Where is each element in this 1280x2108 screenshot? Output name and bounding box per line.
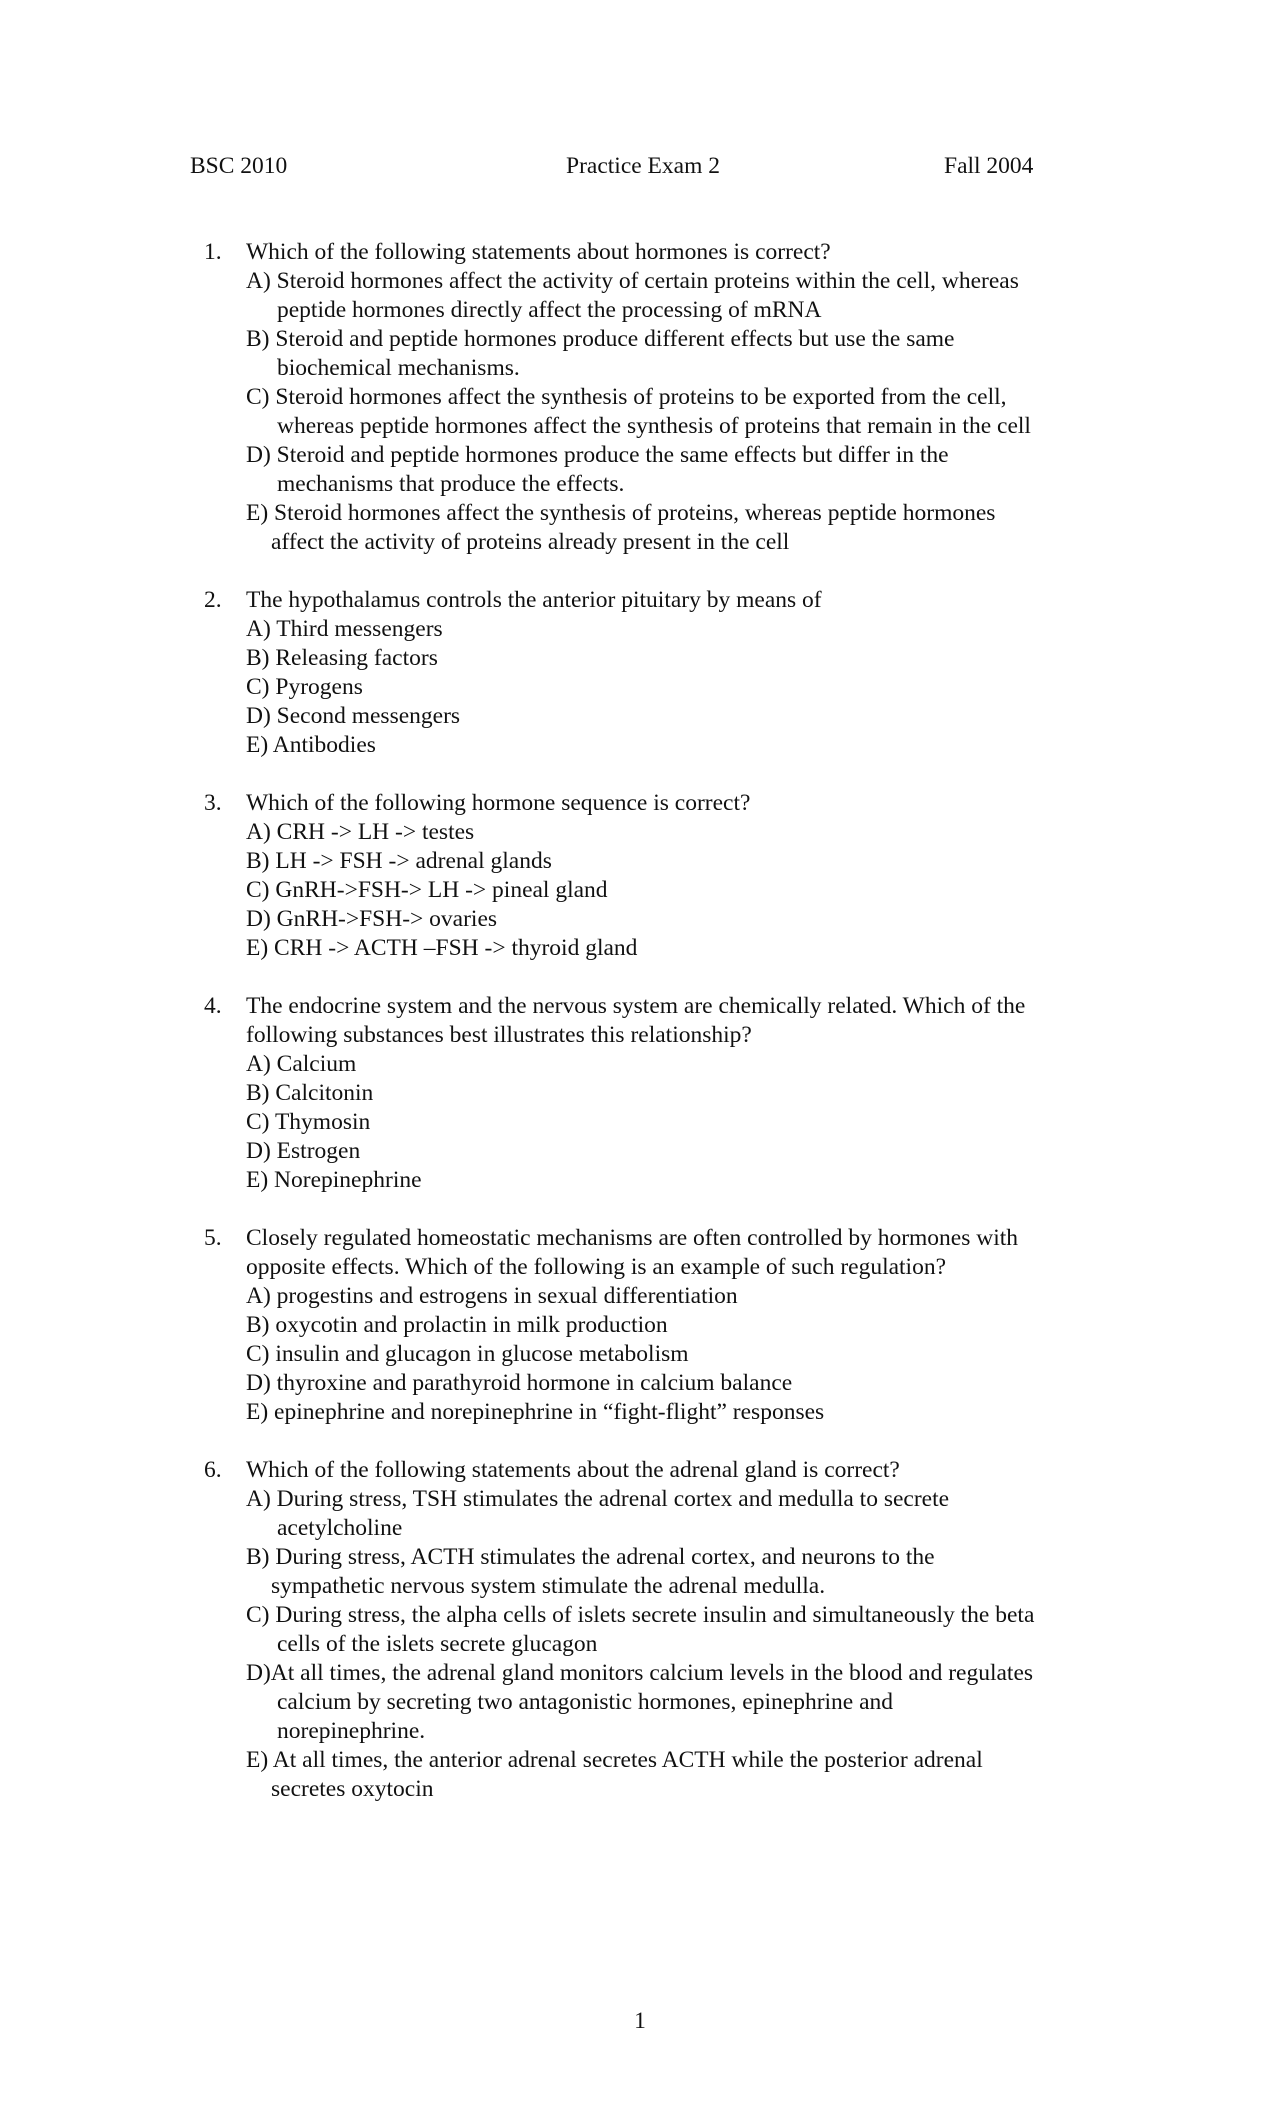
answer-choice [246,267,1124,325]
question-text-line: Which of the following hormone sequence is correct? [246,790,751,816]
answer-choice-line: B) oxycotin and prolactin in milk production [246,1312,668,1338]
answer-choice [246,1340,1124,1369]
answer-choice [246,1398,1124,1427]
answer-choice [246,673,1124,702]
answer-choice-line: A) progestins and estrogens in sexual differentiation [246,1283,738,1309]
answer-choice-line: B) During stress, ACTH stimulates the adrenal cortex, and neurons to the [246,1544,935,1570]
question-text-line: The hypothalamus controls the anterior pituitary by means of [246,587,822,613]
answer-choice-line: C) GnRH->FSH-> LH -> pineal gland [246,877,608,903]
course-code: BSC 2010 [190,153,288,179]
answer-choice [246,1601,1124,1659]
answer-choice-line: cells of the islets secrete glucagon [277,1631,598,1657]
answer-choice-line: C) Steroid hormones affect the synthesis of proteins to be exported from the cell, [246,384,1007,410]
exam-title: Practice Exam 2 [566,153,720,179]
answer-choice-line: E) Norepinephrine [246,1167,422,1193]
answer-choice-line: C) Thymosin [246,1109,371,1135]
answer-choice-line: A) Calcium [246,1051,357,1077]
answer-choice-line: sympathetic nervous system stimulate the adrenal medulla. [271,1573,826,1599]
answer-choice-line: A) During stress, TSH stimulates the adrenal cortex and medulla to secrete [246,1486,950,1512]
answer-choice-line: affect the activity of proteins already present in the cell [271,529,790,555]
answer-choice [246,934,1124,963]
answer-choice-line: E) At all times, the anterior adrenal secretes ACTH while the posterior adrenal [246,1747,983,1773]
answer-choice-line: D) Estrogen [246,1138,361,1164]
answer-choice [246,731,1124,760]
page-number: 1 [634,2008,646,2034]
question-6 [204,1456,1124,1804]
answer-choice [246,644,1124,673]
question-number: 4. [204,993,222,1019]
answer-choice-line: E) epinephrine and norepinephrine in “fight-flight” responses [246,1399,825,1425]
question-text-line: The endocrine system and the nervous system are chemically related. Which of the [246,993,1026,1019]
answer-choice-line: secretes oxytocin [271,1776,434,1802]
question-text [246,238,1124,267]
answer-choice [246,847,1124,876]
question-number: 2. [204,587,222,613]
answer-choice [246,1166,1124,1195]
answer-choice [246,615,1124,644]
answer-choice [246,499,1124,557]
answer-choice [246,702,1124,731]
question-1 [204,238,1124,557]
answer-choice-line: C) During stress, the alpha cells of islets secrete insulin and simultaneously the beta [246,1602,1035,1628]
answer-choice [246,1485,1124,1543]
answer-choice [246,1108,1124,1137]
answer-choice-line: whereas peptide hormones affect the synthesis of proteins that remain in the cell [277,413,1031,439]
answer-choice-line: E) Antibodies [246,732,376,758]
question-text-line: Which of the following statements about the adrenal gland is correct? [246,1457,900,1483]
question-text-line: opposite effects. Which of the following is an example of such regulation? [246,1254,947,1280]
answer-choice [246,1311,1124,1340]
answer-choice-line: B) Releasing factors [246,645,438,671]
answer-choice-line: D)At all times, the adrenal gland monitors calcium levels in the blood and regulates [246,1660,1034,1686]
question-text [246,1456,1124,1485]
question-3 [204,789,1124,963]
question-text-line: Which of the following statements about hormones is correct? [246,239,831,265]
answer-choice-line: B) Calcitonin [246,1080,374,1106]
answer-choice [246,1543,1124,1601]
question-text [246,1224,1124,1282]
answer-choice-line: mechanisms that produce the effects. [277,471,625,497]
answer-choice-line: D) Steroid and peptide hormones produce the same effects but differ in the [246,442,949,468]
question-2 [204,586,1124,760]
answer-choice-line: A) CRH -> LH -> testes [246,819,475,845]
answer-choice-line: B) LH -> FSH -> adrenal glands [246,848,552,874]
answer-choice-line: norepinephrine. [277,1718,426,1744]
question-number: 3. [204,790,222,816]
question-text [246,586,1124,615]
question-text-line: Closely regulated homeostatic mechanisms are often controlled by hormones with [246,1225,1019,1251]
answer-choice [246,1282,1124,1311]
answer-choice [246,1050,1124,1079]
answer-choice-line: B) Steroid and peptide hormones produce different effects but use the same [246,326,955,352]
exam-term: Fall 2004 [944,153,1034,179]
answer-choice [246,441,1124,499]
answer-choice-line: A) Steroid hormones affect the activity of certain proteins within the cell, whereas [246,268,1019,294]
answer-choice-line: E) Steroid hormones affect the synthesis of proteins, whereas peptide hormones [246,500,996,526]
question-5 [204,1224,1124,1427]
answer-choice-line: calcium by secreting two antagonistic hormones, epinephrine and [277,1689,894,1715]
question-list [204,238,1124,1833]
answer-choice [246,1079,1124,1108]
answer-choice-line: C) Pyrogens [246,674,363,700]
answer-choice [246,1369,1124,1398]
answer-choice [246,1659,1124,1746]
answer-choice-line: acetylcholine [277,1515,403,1541]
answer-choice [246,1746,1124,1804]
page-header [190,152,1040,182]
question-number: 6. [204,1457,222,1483]
answer-choice [246,876,1124,905]
answer-choice-line: A) Third messengers [246,616,443,642]
answer-choice-line: C) insulin and glucagon in glucose metabolism [246,1341,689,1367]
question-text [246,789,1124,818]
answer-choice [246,325,1124,383]
answer-choice-line: peptide hormones directly affect the processing of mRNA [277,297,822,323]
question-text-line: following substances best illustrates this relationship? [246,1022,752,1048]
answer-choice [246,383,1124,441]
answer-choice [246,905,1124,934]
answer-choice-line: D) thyroxine and parathyroid hormone in calcium balance [246,1370,793,1396]
question-number: 1. [204,239,222,265]
question-text [246,992,1124,1050]
answer-choice-line: D) Second messengers [246,703,461,729]
answer-choice [246,1137,1124,1166]
question-number: 5. [204,1225,222,1251]
answer-choice-line: biochemical mechanisms. [277,355,520,381]
answer-choice-line: D) GnRH->FSH-> ovaries [246,906,498,932]
question-4 [204,992,1124,1195]
answer-choice [246,818,1124,847]
answer-choice-line: E) CRH -> ACTH –FSH -> thyroid gland [246,935,638,961]
